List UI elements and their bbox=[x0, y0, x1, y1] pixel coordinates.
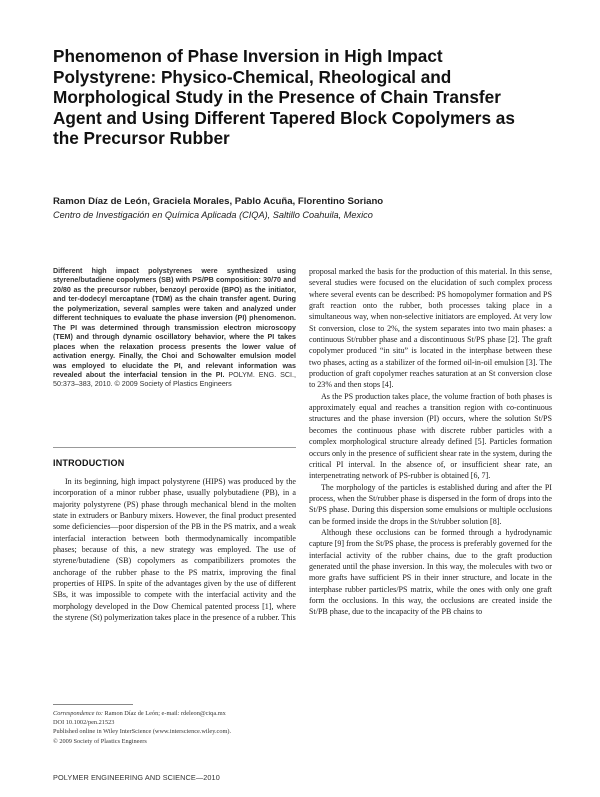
doi-note: DOI 10.1002/pen.21523 bbox=[53, 719, 115, 727]
footnotes bbox=[53, 709, 296, 746]
abstract-text: Different high impact polystyrenes were synthesized using styrene/butadiene copolymers (SB) with PS/PB composition: 30/70 and 20/80 as the precursor rubber, benzoyl peroxide (BPO) as the initiator, and ter-dodecyl mercaptane (TDM) as the chain transfer agent. During the polymerization, several samples were taken and analyzed under different techniques to evaluate the phase inversion (PI) phenomenon. The PI was determined through transmission electron microscopy (TEM) and through dynamic oscillatory behavior, where the PI takes places when the relaxation process presents the lower value of activation energy. Finally, the Choi and Schowalter emulsion model was employed to elucidate the PI, and relevant information was revealed about the interfacial tension in the PI. bbox=[53, 267, 296, 379]
author-affiliation: Centro de Investigación en Química Aplicada (CIQA), Saltillo Coahuila, Mexico bbox=[53, 210, 373, 220]
correspondence-label: Correspondence to: bbox=[53, 710, 103, 717]
article-title: Phenomenon of Phase Inversion in High Impact Polystyrene: Physico-Chemical, Rheological and Morphological Study in the Presence of Chain Transfer Agent and Using Different Tapered Block Copolymers as the Precursor Rubber bbox=[53, 46, 515, 149]
published-note: Published online in Wiley InterScience (www.interscience.wiley.com). bbox=[53, 728, 232, 736]
section-heading-introduction: INTRODUCTION bbox=[53, 458, 125, 468]
copyright-note: © 2009 Society of Plastics Engineers bbox=[53, 737, 147, 745]
body-paragraph: In its beginning, high impact polystyrene (HIPS) was produced by the incorporation of a minor rubber phase, usually polybutadiene (PB), in a majority polystyrene (PS) phase through mechanical blend in the molten state in extruders or Banbury mixers. However, the final product presented some deficiencies—poor dispersion of the PB in the PS matrix, and a weak interfacial interaction between both thermodynamically incompatible phases; because of this, a new strategy was employed. The use of styrene/butadiene (SB) copolymers as compatibilizers promotes the anchorage of the rubber phase to the PS matrix, improving the final properties of HIPS. In spite of the advantages given by the use of different SBs, it was impossible to compete with the interfacial activity and the morphology developed in the Dow Chemical patented process [1], where the styrene (St) polymerization takes place in the presence of a rubber. This bbox=[53, 477, 296, 623]
body-paragraph: The morphology of the particles is established during and after the PI process, when the St/rubber phase is dispersed in the form of drops into the St/PS phase. During this dispersion some emulsions or multiple occlusions can be formed inside the drops in the St/rubber solution [8]. bbox=[309, 482, 552, 526]
body-column-right bbox=[309, 266, 552, 618]
abstract-citation: POLYM. ENG. SCI., 50:373–383, 2010. © 2009 Society of Plastics Engineers bbox=[53, 370, 297, 389]
running-footer: POLYMER ENGINEERING AND SCIENCE—2010 bbox=[53, 773, 220, 782]
abstract bbox=[53, 267, 296, 390]
section-divider bbox=[53, 447, 296, 448]
body-paragraph: As the PS production takes place, the volume fraction of both phases is approximately equal and reaches a transition region with co-continuous structures and the phase inversion (PI) occurs, where the solution St/PS becomes the continuous phase with discrete rubber particles with a complex morphological structure already defined [5]. Particles formation occurs only in the presence of sufficient shear rate in the system, during the critical PI interval. In the absence of, or insufficient shear rate, an interpenetrating network of PS-rubber is obtained [6, 7]. bbox=[309, 391, 552, 481]
footnote-divider bbox=[53, 704, 133, 705]
body-paragraph: proposal marked the basis for the production of this material. In this sense, several studies were focused on the elucidation of such complex process where several events can be described: PS homopolymer formation and PS graft reaction onto the rubber, both processes taking place in a simultaneous way, when non-selective initiators are employed. At very low St conversion, close to 2%, the system separates into two main phases: a continuous St/rubber phase and a discontinuous St/PS phase [2]. The graft copolymer produced “in situ” is located in the interphase between these two phases, acting as a stabilizer of the formed oil-in-oil emulsion [3]. The production of graft copolymer reaches saturation at an St conversion close to 23% and then stops [4]. bbox=[309, 267, 552, 390]
correspondence-text: Ramon Díaz de León; e-mail: rdeleon@ciqa.mx bbox=[104, 710, 226, 717]
body-column-left bbox=[53, 476, 296, 623]
correspondence-note bbox=[53, 709, 296, 718]
author-list: Ramon Díaz de León, Graciela Morales, Pablo Acuña, Florentino Soriano bbox=[53, 196, 384, 207]
body-paragraph: Although these occlusions can be formed through a hydrodynamic capture [9] from the St/PS phase, the process is preferably governed for the interfacial activity of the rubber chains, due to the graft production generated until the phase inversion. In this way, the molecules with two or more grafts have sufficient PS in their inner structure, and locate in the interphase rubber particles/PS matrix, while the ones with only one graft form the occlusions. In this way, the occlusions are created inside the St/PB phase, due to the incapacity of the PB chains to bbox=[309, 527, 552, 617]
